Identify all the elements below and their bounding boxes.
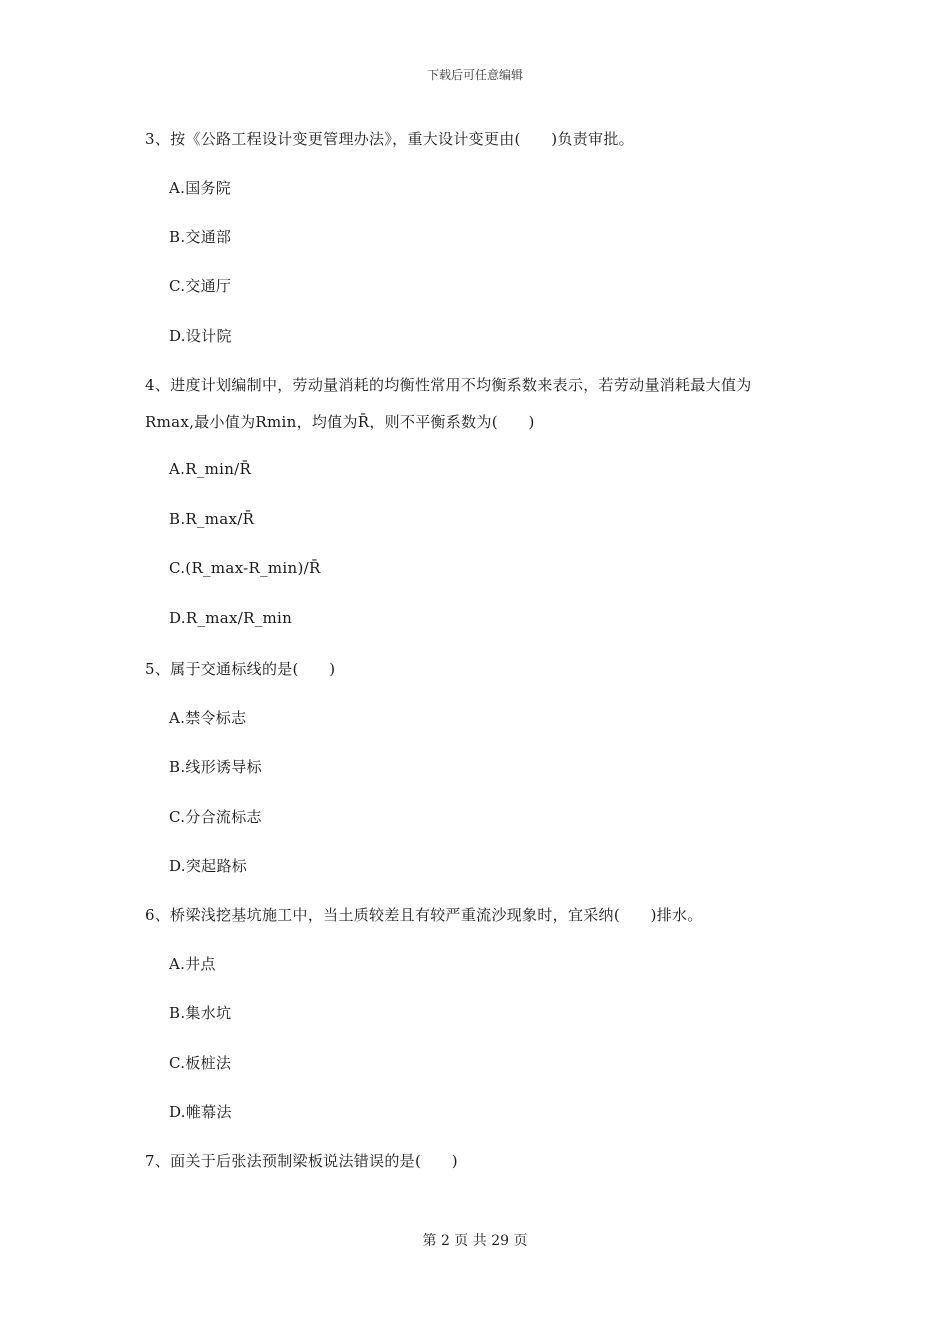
question-3: 3、按《公路工程设计变更管理办法》，重大设计变更由( )负责审批。 bbox=[145, 130, 634, 148]
question-7: 7、面关于后张法预制梁板说法错误的是( ) bbox=[145, 1152, 458, 1170]
question-3-option-b: B.交通部 bbox=[169, 228, 232, 246]
question-5-option-a: A.禁令标志 bbox=[169, 709, 247, 727]
question-4-option-b: B.R_max/R̄ bbox=[169, 510, 255, 528]
page-footer: 第 2 页 共 29 页 bbox=[422, 1233, 528, 1249]
question-6-option-d: D.帷幕法 bbox=[169, 1103, 232, 1121]
question-5: 5、属于交通标线的是( ) bbox=[145, 660, 336, 678]
question-5-option-b: B.线形诱导标 bbox=[169, 758, 262, 776]
question-4-option-d: D.R_max/R_min bbox=[169, 609, 293, 627]
question-6: 6、桥梁浅挖基坑施工中，当土质较差且有较严重流沙现象时，宜采纳( )排水。 bbox=[145, 906, 703, 924]
question-4: 4、进度计划编制中，劳动量消耗的均衡性常用不均衡系数来表示，若劳动量消耗最大值为 bbox=[145, 376, 752, 394]
question-3-option-a: A.国务院 bbox=[169, 179, 232, 197]
question-6-option-b: B.集水坑 bbox=[169, 1004, 232, 1022]
page-header: 下载后可任意编辑 bbox=[426, 68, 523, 82]
question-5-option-c: C.分合流标志 bbox=[169, 808, 262, 826]
question-4-option-c: C.(R_max-R_min)/R̄ bbox=[169, 559, 321, 577]
question-5-option-d: D.突起路标 bbox=[169, 857, 248, 875]
question-3-option-d: D.设计院 bbox=[169, 327, 232, 345]
question-6-option-a: A.井点 bbox=[169, 955, 216, 973]
question-3-option-c: C.交通厅 bbox=[169, 277, 232, 295]
question-4-continued: Rmax,最小值为Rmin，均值为R̄，则不平衡系数为( ) bbox=[145, 413, 535, 431]
question-4-option-a: A.R_min/R̄ bbox=[169, 460, 252, 478]
question-6-option-c: C.板桩法 bbox=[169, 1054, 232, 1072]
